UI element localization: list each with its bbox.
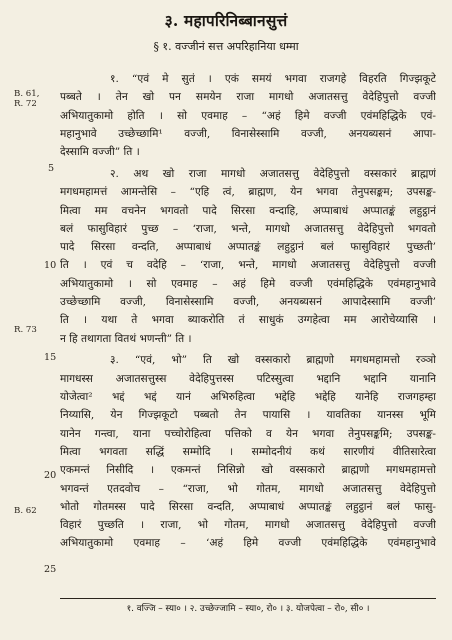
text-line: ति । यथा ते भगवा ब्याकरोति तं साधुकं उग्गहेत्वा मम आरोचेय्यासि ।: [60, 314, 436, 327]
text-line: पब्बते । तेन खो पन समयेन राजा मागधो अजातसत्तु वेदेहिपुत्तो वज्जी: [60, 91, 436, 104]
margin-ref-r72: R. 72: [14, 99, 37, 109]
text-line: मित्वा मम वचनेन भगवतो पादे सिरसा वन्दाहि, अप्पाबाधं अप्पातङ्कं लहुट्ठानं: [60, 204, 436, 217]
footnotes: १. वज्जि – स्या० । २. उच्छेज्जामि – स्या०, रो० । ३. योजपेत्वा – रो०, सी० ।: [126, 604, 370, 614]
chapter-title: ३. महापरिनिब्बानसुत्तं: [164, 11, 288, 30]
line-number-15: 15: [44, 352, 57, 363]
text-line: यानेन गन्त्वा, याना पच्चोरोहित्वा पत्तिको व येन भगवा तेनुपसङ्कमि; उपसङ्क-: [60, 427, 436, 440]
line-number-5: 5: [48, 163, 55, 174]
text-line: मित्वा भगवता सद्धिं सम्मोदि । सम्मोदनीयं कथं सारणीयं वीतिसारेत्वा: [60, 445, 436, 458]
text-line: एकमन्तं निसीदि । एकमन्तं निसिन्नो खो वस्सकारो ब्राह्मणो मगधमहामत्तो: [60, 464, 436, 477]
line-number-10: 10: [44, 260, 57, 271]
text-line: भगवन्तं एतदवोच – “राजा, भो गोतम, मागधो अजातसत्तु वेदेहिपुत्तो: [60, 482, 436, 495]
margin-ref-b61: B. 61,: [14, 89, 40, 99]
footnote-divider: [60, 598, 436, 599]
margin-ref-b62: B. 62: [14, 506, 37, 516]
text-line: उच्छेच्छामि वज्जी, विनासेस्सामि वज्जी, अनयब्यसनं आपादेस्सामि वज्जी’: [60, 296, 436, 309]
text-line: २. अथ खो राजा मागधो अजातसत्तु वेदेहिपुत्तो वस्सकारं ब्राह्मणं: [110, 167, 436, 180]
text-line: भोतो गोतमस्स पादे सिरसा वन्दति, अप्पाबाधं अप्पातङ्कं लहुट्ठानं बलं फासु-: [60, 500, 436, 513]
text-line: योजेत्वा² भद्दं भद्दं यानं अभिरुहित्वा भद्देहि भद्देहि यानेहि राजगहम्हा: [60, 391, 436, 404]
text-line: अभियातुकामो एवमाह – ‘अहं हिमे वज्जी एवंमहिद्धिके एवंमहानुभावे: [60, 537, 436, 550]
text-line: निय्यासि, येन गिज्झकूटो पब्बतो तेन पायासि । यावतिका यानस्स भूमि: [60, 409, 436, 422]
text-line: पादे सिरसा वन्दति, अप्पाबाधं अप्पातङ्कं लहुट्ठानं बलं फासुविहारं पुच्छती’: [60, 241, 436, 254]
text-line: अभियातुकामो होति । सो एवमाह – “अहं हिमे वज्जी एवंमहिद्धिके एवं-: [60, 109, 436, 122]
text-line: मगधमहामत्तं आमन्तेसि – “एहि त्वं, ब्राह्मण, येन भगवा तेनुपसङ्कम; उपसङ्क-: [60, 186, 436, 199]
text-line: ३. “एवं, भो” ति खो वस्सकारो ब्राह्मणो मगधमहामत्तो रञ्ञो: [110, 354, 436, 367]
text-line: मागधस्स अजातसत्तुस्स वेदेहिपुत्तस्स पटिस्सुत्वा भद्दानि भद्दानि यानानि: [60, 372, 436, 385]
line-number-20: 20: [44, 470, 57, 481]
text-line: १. “एवं मे सुतं । एकं समयं भगवा राजगहे विहरति गिज्झकूटे: [110, 73, 436, 85]
text-line: न हि तथागता वितथं भणन्ती” ति ।: [60, 332, 192, 345]
text-line: अभियातुकामो । सो एवमाह – अहं हिमे वज्जी एवंमहिद्धिके एवंमहानुभावे: [60, 277, 436, 290]
text-line: महानुभावे उच्छेच्छामि¹ वज्जी, विनासेस्सामि वज्जी, अनयब्यसनं आपा-: [60, 127, 436, 140]
line-number-25: 25: [44, 564, 57, 575]
text-line: देस्सामि वज्जी” ति ।: [60, 146, 140, 159]
margin-ref-r73: R. 73: [14, 325, 37, 335]
section-title: § १. वज्जीनं सत्त अपरिहानिया धम्मा: [153, 40, 299, 53]
text-line: विहारं पुच्छति । राजा, भो गोतम, मागधो अजातसत्तु वेदेहिपुत्तो वज्जी: [60, 519, 436, 532]
text-line: ति । एवं च वदेहि – ‘राजा, भन्ते, मागधो अजातसत्तु वेदेहिपुत्तो वज्जी: [60, 259, 436, 272]
body-text: [60, 70, 436, 553]
text-line: बलं फासुविहारं पुच्छ – ‘राजा, भन्ते, मागधो अजातसत्तु वेदेहिपुत्तो भगवतो: [60, 222, 436, 235]
